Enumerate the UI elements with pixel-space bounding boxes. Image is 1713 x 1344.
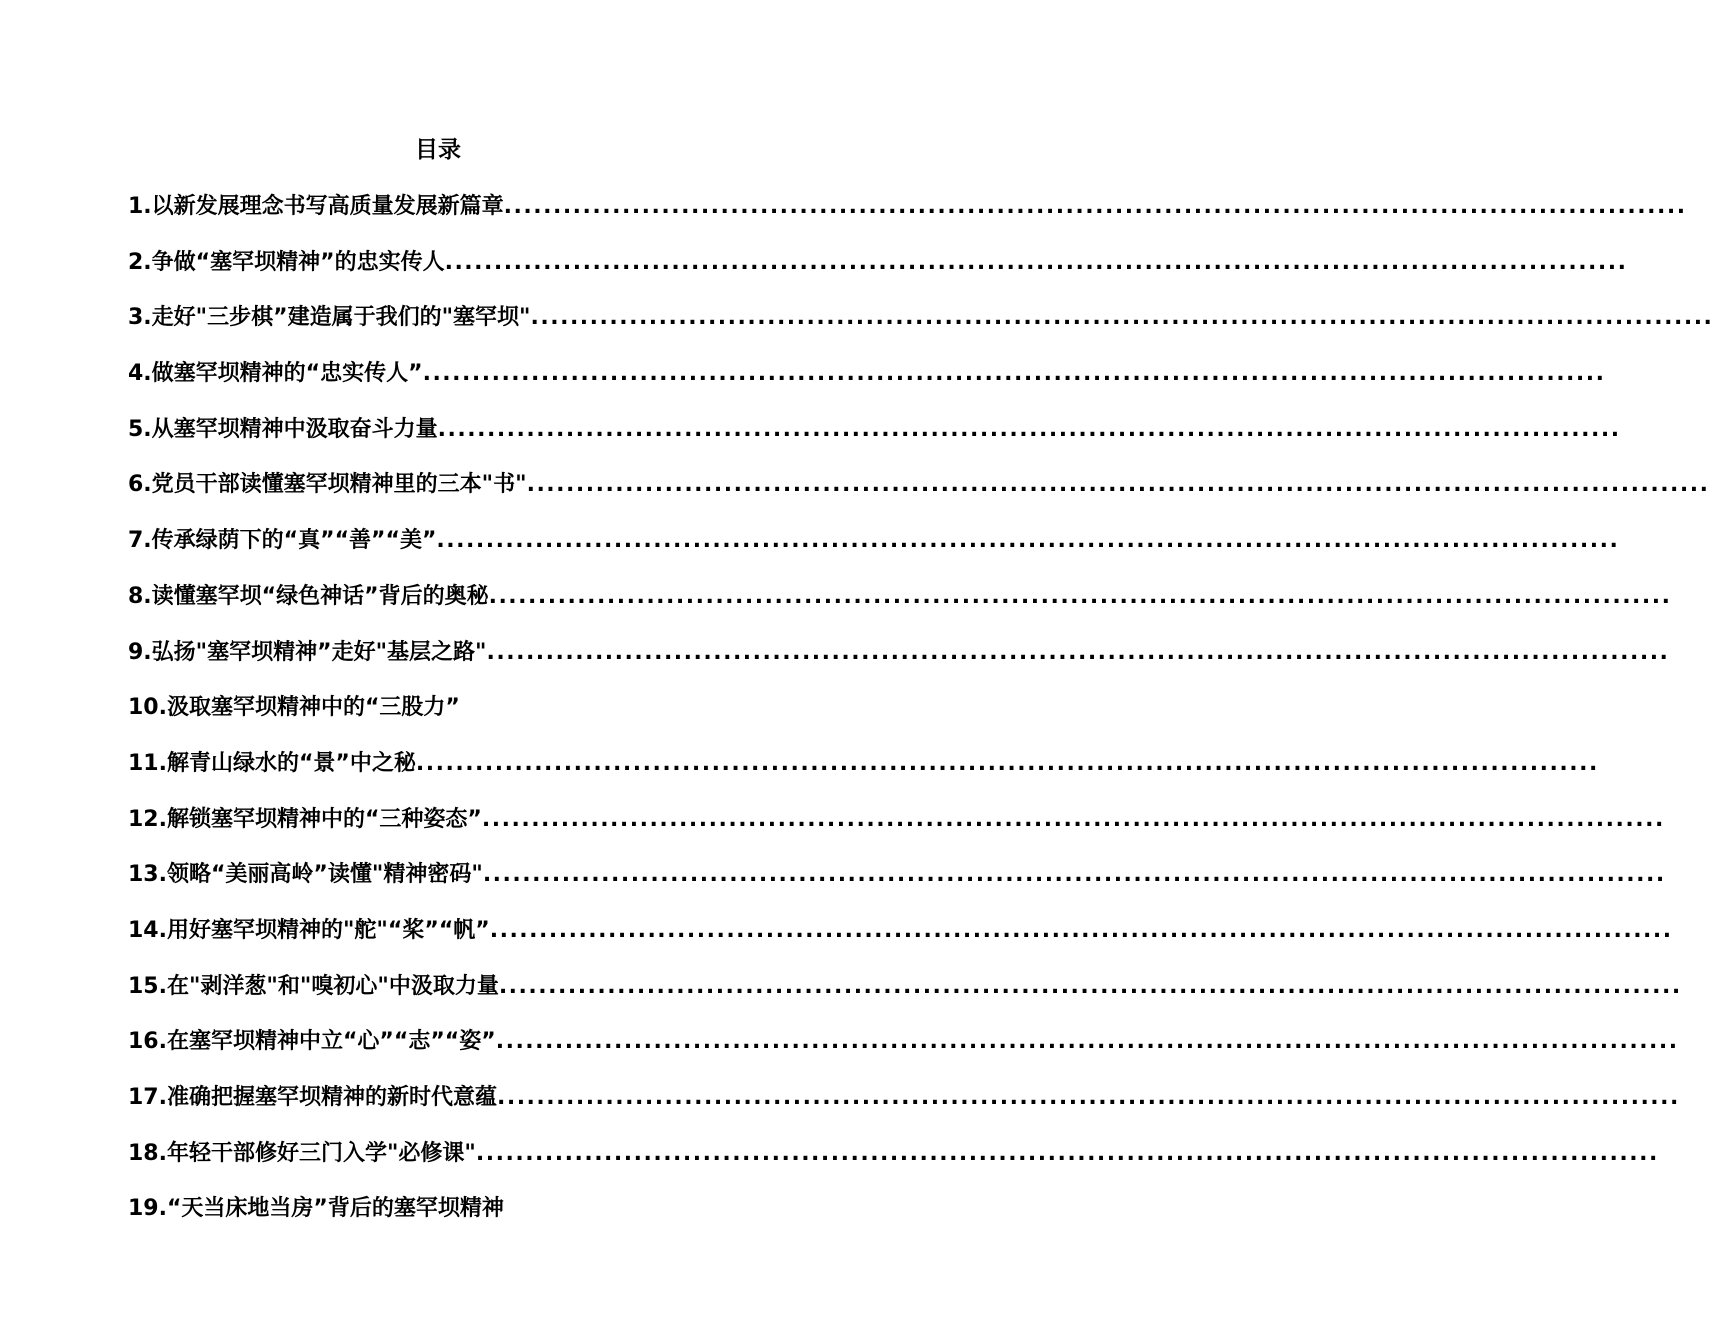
toc-entry-title: 19.“天当床地当房”背后的塞罕坝精神 bbox=[128, 1196, 504, 1222]
toc-entry-title: 1.以新发展理念书写高质量发展新篇章 bbox=[128, 194, 504, 219]
toc-dot-leader: ........................................................................................................................ bbox=[503, 194, 1687, 219]
toc-dot-leader: ........................................................................................................................ bbox=[481, 806, 1665, 832]
toc-entry[interactable] bbox=[128, 1192, 808, 1248]
toc-entry-title: 2.争做“塞罕坝精神”的忠实传人 bbox=[128, 249, 445, 275]
toc-list bbox=[128, 190, 1713, 1248]
toc-dot-leader: ........................................................................................................................ bbox=[475, 1140, 1659, 1166]
toc-entry-title: 11.解青山绿水的“景”中之秘 bbox=[128, 750, 416, 776]
toc-entry-title: 14.用好塞罕坝精神的"舵"“桨”“帆” bbox=[128, 917, 490, 943]
toc-entry[interactable] bbox=[128, 357, 1606, 413]
toc-entry[interactable] bbox=[128, 970, 1682, 1026]
toc-title: 目录 bbox=[415, 137, 461, 163]
toc-entry-title: 8.读懂塞罕坝“绿色神话”背后的奥秘 bbox=[128, 583, 489, 609]
toc-entry-title: 9.弘扬"塞罕坝精神”走好"基层之路" bbox=[128, 639, 487, 665]
toc-entry-title: 17.准确把握塞罕坝精神的新时代意蕴 bbox=[128, 1085, 497, 1110]
toc-dot-leader: ........................................................................................................................ bbox=[436, 528, 1620, 554]
toc-entry[interactable] bbox=[128, 301, 1713, 357]
toc-entry-title: 6.党员干部读懂塞罕坝精神里的三本"书" bbox=[128, 472, 527, 498]
toc-entry[interactable] bbox=[128, 468, 1710, 524]
toc-entry[interactable] bbox=[128, 747, 1599, 803]
toc-entry[interactable] bbox=[128, 858, 1666, 914]
toc-entry-title: 4.做塞罕坝精神的“忠实传人” bbox=[128, 361, 423, 387]
toc-entry[interactable] bbox=[128, 1081, 1680, 1137]
toc-entry[interactable] bbox=[128, 413, 1621, 469]
toc-dot-leader: ........................................................................................................................ bbox=[486, 639, 1670, 665]
toc-entry[interactable] bbox=[128, 914, 1673, 970]
toc-entry[interactable] bbox=[128, 1025, 1679, 1081]
toc-dot-leader: ........................................................................................................................ bbox=[496, 1085, 1680, 1110]
toc-entry-title: 3.走好"三步棋”建造属于我们的"塞罕坝" bbox=[128, 305, 531, 331]
toc-entry-title: 10.汲取塞罕坝精神中的“三股力” bbox=[128, 695, 460, 721]
toc-dot-leader: ........................................................................................................................ bbox=[444, 249, 1628, 275]
toc-entry-title: 13.领略“美丽高岭”读懂"精神密码" bbox=[128, 862, 483, 888]
toc-dot-leader: ........................................................................................................................ bbox=[482, 862, 1666, 888]
toc-dot-leader: ........................................................................................................................ bbox=[415, 750, 1599, 776]
toc-entry-title: 5.从塞罕坝精神中汲取奋斗力量 bbox=[128, 416, 438, 442]
toc-dot-leader: ........................................................................................................................ bbox=[488, 583, 1672, 609]
toc-entry-title: 7.传承绿荫下的“真”“善”“美” bbox=[128, 528, 437, 554]
toc-entry[interactable] bbox=[128, 246, 1628, 302]
toc-dot-leader: ........................................................................................................................ bbox=[495, 1029, 1679, 1055]
toc-entry[interactable] bbox=[128, 580, 1672, 636]
toc-entry[interactable] bbox=[128, 190, 1687, 246]
toc-dot-leader: ........................................................................................................................ bbox=[437, 416, 1621, 442]
toc-dot-leader: ........................................................................................................................ bbox=[489, 917, 1673, 943]
toc-entry-title: 16.在塞罕坝精神中立“心”“志”“姿” bbox=[128, 1029, 496, 1055]
toc-entry[interactable] bbox=[128, 524, 1620, 580]
toc-entry[interactable] bbox=[128, 636, 1670, 692]
toc-dot-leader: ........................................................................................................................ bbox=[422, 361, 1606, 387]
toc-entry-title: 12.解锁塞罕坝精神中的“三种姿态” bbox=[128, 806, 482, 832]
toc-dot-leader: ........................................................................................................................ bbox=[498, 973, 1682, 999]
toc-entry-title: 18.年轻干部修好三门入学"必修课" bbox=[128, 1140, 476, 1166]
toc-entry[interactable] bbox=[128, 1137, 1659, 1193]
toc-dot-leader: ........................................................................................................................ bbox=[526, 472, 1710, 498]
toc-entry-title: 15.在"剥洋葱"和"嗅初心"中汲取力量 bbox=[128, 973, 499, 999]
toc-entry[interactable] bbox=[128, 691, 808, 747]
toc-entry[interactable] bbox=[128, 803, 1665, 859]
toc-dot-leader: ........................................................................................................................ bbox=[530, 305, 1713, 331]
